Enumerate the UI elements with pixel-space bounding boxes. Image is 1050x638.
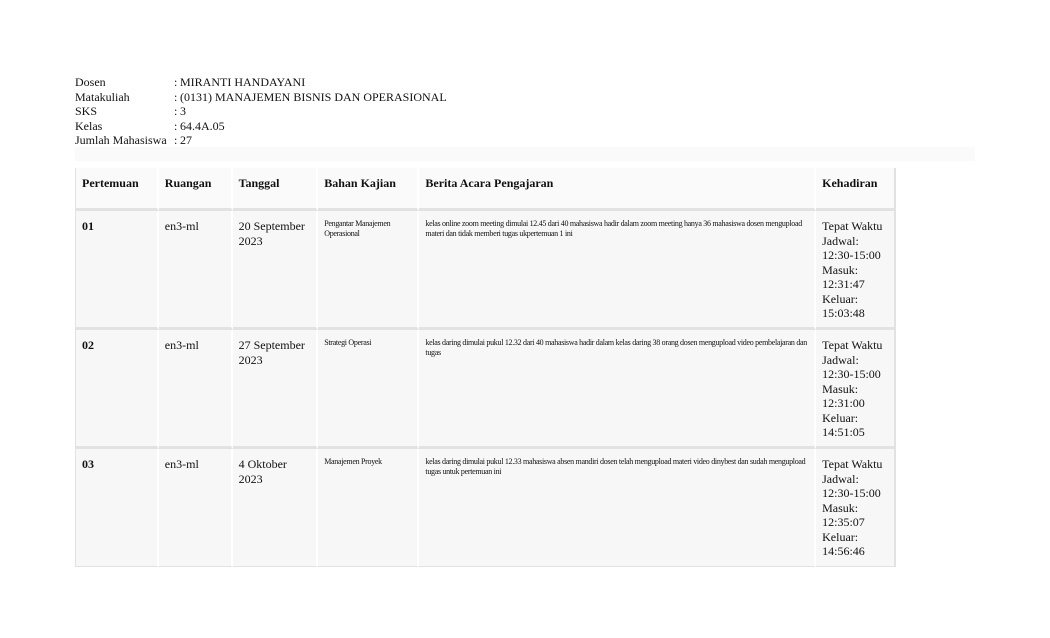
matakuliah-value: (0131) MANAJEMEN BISNIS DAN OPERASIONAL	[180, 89, 447, 104]
cell-berita-acara: kelas daring dimulai pukul 12.32 dari 40 mahasiswa hadir dalam kelas daring 38 orang dosen mengupload video pembelajaran dan tugas	[419, 330, 816, 449]
cell-bahan-kajian: Pengantar Manajemen Operasional	[318, 211, 419, 330]
masuk-label: Masuk:	[822, 500, 859, 515]
keluar-value: 14:56:46	[822, 544, 865, 558]
kelas-value: 64.4A.05	[180, 118, 225, 133]
cell-pertemuan: 02	[75, 330, 159, 449]
header-berita-acara: Berita Acara Pengajaran	[419, 168, 816, 211]
keluar-label: Keluar:	[822, 529, 859, 544]
keluar-value: 14:51:05	[822, 425, 865, 439]
cell-berita-acara: kelas online zoom meeting dimulai 12.45 dari 40 mahasiswa hadir dalam zoom meeting hanya 36 mahasiswa dosen mengupload materi dan tidak memberi tugas ukpertemuan 1 ini	[419, 211, 816, 330]
cell-berita-acara: kelas daring dimulai pukul 12.33 mahasiswa absen mandiri dosen telah mengupload materi video dinybest dan sudah mengupload tugas untuk pertemuan ini	[419, 449, 816, 567]
cell-tanggal: 20 September 2023	[233, 211, 319, 330]
cell-bahan-kajian: Strategi Operasi	[318, 330, 419, 449]
info-row-kelas	[75, 119, 447, 134]
masuk-label: Masuk:	[822, 262, 859, 277]
table-row	[75, 449, 896, 567]
header-pertemuan: Pertemuan	[75, 168, 159, 211]
cell-tanggal: 4 Oktober 2023	[233, 449, 319, 567]
jadwal-label: Jadwal:	[822, 233, 859, 248]
masuk-value: 12:35:07	[822, 515, 865, 529]
info-separator: :	[174, 118, 178, 133]
cell-ruangan: en3-ml	[159, 211, 233, 330]
kehadiran-status: Tepat Waktu	[822, 457, 883, 471]
info-row-matakuliah	[75, 90, 447, 105]
info-row-sks	[75, 104, 447, 119]
divider-band	[75, 147, 975, 161]
jadwal-value: 12:30-15:00	[822, 486, 881, 500]
cell-pertemuan: 01	[75, 211, 159, 330]
cell-pertemuan: 03	[75, 449, 159, 567]
cell-tanggal: 27 September 2023	[233, 330, 319, 449]
info-row-jumlah	[75, 133, 447, 148]
info-separator: :	[174, 133, 178, 147]
table-header-row	[75, 168, 896, 211]
attendance-table	[75, 168, 896, 567]
kehadiran-status: Tepat Waktu	[822, 219, 883, 233]
cell-bahan-kajian: Manajemen Proyek	[318, 449, 419, 567]
masuk-label: Masuk:	[822, 381, 859, 396]
cell-kehadiran	[816, 211, 896, 330]
info-label: Jumlah Mahasiswa	[75, 133, 167, 147]
info-label: SKS	[75, 104, 98, 118]
jumlah-value: 27	[180, 133, 192, 147]
sks-value: 3	[180, 104, 186, 118]
keluar-value: 15:03:48	[822, 306, 865, 320]
dosen-value: MIRANTI HANDAYANI	[180, 75, 306, 89]
keluar-label: Keluar:	[822, 410, 859, 425]
info-separator: :	[174, 75, 178, 89]
cell-kehadiran	[816, 449, 896, 567]
header-tanggal: Tanggal	[233, 168, 319, 211]
info-label: Kelas	[75, 118, 103, 133]
header-kehadiran: Kehadiran	[816, 168, 896, 211]
kehadiran-status: Tepat Waktu	[822, 338, 883, 352]
course-info	[75, 75, 447, 148]
table-row	[75, 330, 896, 449]
info-row-dosen	[75, 75, 447, 90]
cell-kehadiran	[816, 330, 896, 449]
masuk-value: 12:31:00	[822, 396, 865, 410]
info-separator: :	[174, 104, 178, 118]
masuk-value: 12:31:47	[822, 277, 865, 291]
jadwal-label: Jadwal:	[822, 352, 859, 367]
jadwal-value: 12:30-15:00	[822, 367, 881, 381]
info-label: Dosen	[75, 75, 106, 89]
jadwal-label: Jadwal:	[822, 471, 859, 486]
jadwal-value: 12:30-15:00	[822, 248, 881, 262]
info-label: Matakuliah	[75, 89, 130, 104]
info-separator: :	[174, 89, 178, 104]
cell-ruangan: en3-ml	[159, 330, 233, 449]
cell-ruangan: en3-ml	[159, 449, 233, 567]
header-ruangan: Ruangan	[159, 168, 233, 211]
table-row	[75, 211, 896, 330]
header-bahan-kajian: Bahan Kajian	[318, 168, 419, 211]
keluar-label: Keluar:	[822, 291, 859, 306]
